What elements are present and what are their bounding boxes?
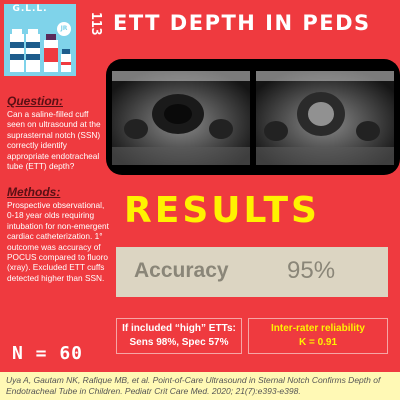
page-title: ETT DEPTH IN PEDS	[113, 11, 371, 35]
issue-number	[87, 12, 103, 39]
question-heading: Question:	[7, 94, 63, 108]
citation-text: Uya A, Gautam NK, Rafique MB, et al. Point-of-Care Ultrasound in Sternal Notch Confirms Depth of Endotracheal Tube in Children. Pediatr Crit Care Med. 2020; 21(7):e393-e398.	[6, 375, 381, 396]
logo-text: G.L.L.	[12, 4, 48, 14]
logo	[4, 4, 76, 76]
high-ett-line1: If included “high” ETTs:	[122, 323, 236, 334]
high-ett-box	[116, 318, 242, 354]
methods-body: Prospective observational, 0-18 year olds requiring intubation for non-emergent cardiac catheterization. 1° outcome was accuracy of POCUS compared to fluoro (xray). Excluded ETT cuffs detected higher than SSN.	[7, 200, 109, 283]
sample-size: N = 60	[12, 343, 84, 364]
results-heading: RESULTS	[124, 190, 320, 231]
inter-rater-line2: K = 0.91	[298, 337, 338, 348]
logo-badge: JR	[57, 22, 71, 36]
methods-heading: Methods:	[7, 185, 61, 199]
question-body: Can a saline-filled cuff seen on ultrasound at the suprasternal notch (SSN) correctly identify appropriate endotracheal tube (ETT) depth?	[7, 109, 101, 172]
accuracy-value: 95%	[287, 257, 336, 284]
ultrasound-image	[106, 59, 400, 175]
ultrasound-panel	[106, 59, 400, 175]
inter-rater-line1: Inter-rater reliability	[271, 323, 365, 334]
high-ett-line2: Sens 98%, Spec 57%	[129, 337, 229, 348]
issue-number-text: 113	[88, 12, 103, 36]
medication-bottles-icon	[4, 4, 76, 76]
accuracy-label: Accuracy	[134, 259, 229, 282]
inter-rater-box	[248, 318, 388, 354]
